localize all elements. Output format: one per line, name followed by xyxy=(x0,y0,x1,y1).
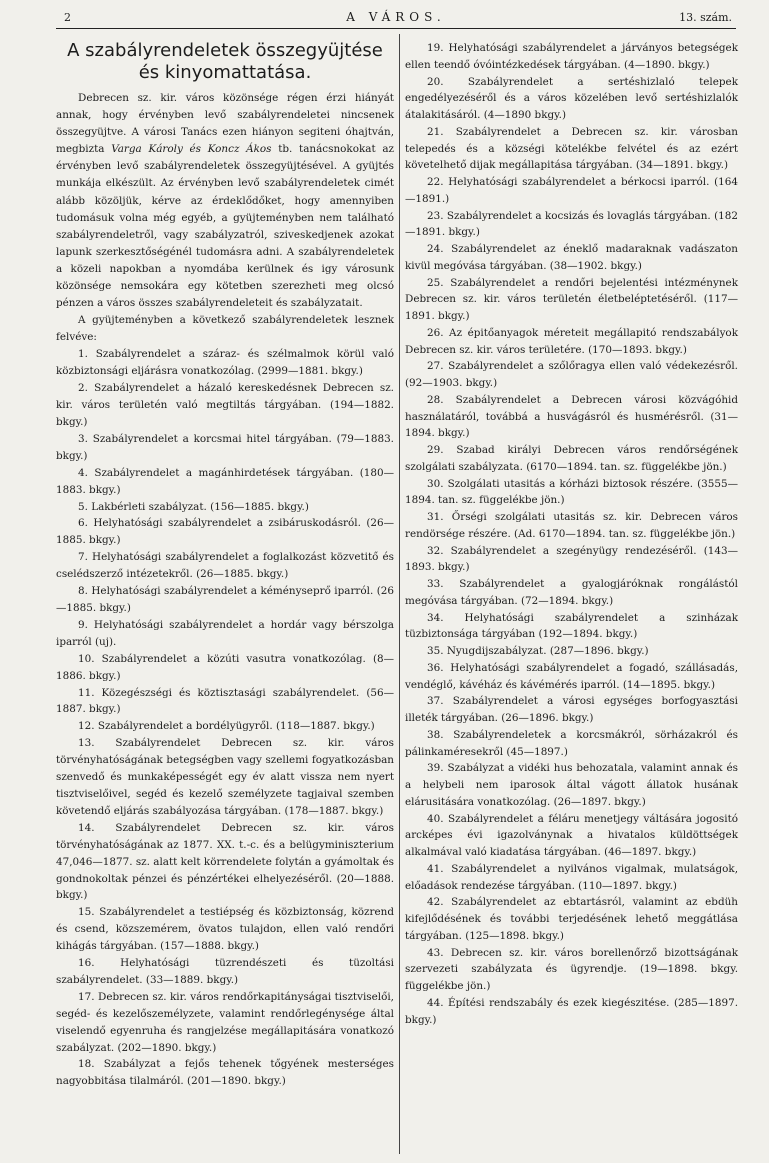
left-column xyxy=(56,40,394,1090)
list-item: 2. Szabályrendelet a házaló kereskedésnek Debrecen sz. kir. város területén való megtiltás tárgyában. (194—1882. bkgy.) xyxy=(56,382,394,429)
list-item: 17. Debrecen sz. kir. város rendőrkapitányságai tisztviselői, segéd- és kezelőszemélyzete, valamint rendőrlegénysége által viselendő egyenruha és rangjelzése megállapitására vonatkozó szabályzat. (202—1890. bkgy.) xyxy=(56,990,394,1054)
list-item: 25. Szabályrendelet a rendőri bejelentési intézménynek Debrecen sz. kir. város területén életbeléptetéséről. (117—1891. bkgy.) xyxy=(405,276,738,322)
list-item: 31. Őrségi szolgálati utasitás sz. kir. Debrecen város rendörsége részére. (Ad. 6170—1894. tan. sz. függelékbe jön.) xyxy=(405,511,738,540)
list-item: 1. Szabályrendelet a száraz- és szélmalmok körül való közbiztonsági eljárásra vonatkozólag. (2999—1881. bkgy.) xyxy=(56,348,394,378)
intro-names: Varga Károly és Koncz Ákos xyxy=(111,143,272,156)
list-item: 24. Szabályrendelet az éneklő madaraknak vadászaton kivül megóvása tárgyában. (38—1902. bkgy.) xyxy=(405,243,738,272)
list-item: 41. Szabályrendelet a nyilvános vigalmak, mulatságok, előadások rendezése tárgyában. (110—1897. bkgy.) xyxy=(405,862,738,892)
list-item: 42. Szabályrendelet az ebtartásról, valamint az ebdüh kifejlődésének és további terjedésének lehető meggátlása tárgyában. (125—1898. bkgy.) xyxy=(405,896,738,942)
list-item: 4. Szabályrendelet a magánhirdetések tárgyában. (180—1883. bkgy.) xyxy=(56,466,394,496)
list-item: 44. Építési rendszabály és ezek kiegészitése. (285—1897. bkgy.) xyxy=(405,996,738,1026)
list-item: 28. Szabályrendelet a Debrecen városi közvágóhid használatáról, továbbá a husvágásról és husmérésről. (31—1894. bkgy.) xyxy=(405,393,738,440)
list-item: 35. Nyugdijszabályzat. (287—1896. bkgy.) xyxy=(427,645,649,657)
article-title: A szabályrendeletek összegyüjtése és kinyomattatása. xyxy=(67,40,383,83)
list-item: 30. Szolgálati utasitás a kórházi biztosok részére. (3555—1894. tan. sz. függelékbe jön.) xyxy=(405,477,738,507)
list-item: 32. Szabályrendelet a szegényügy rendezéséről. (143—1893. bkgy.) xyxy=(405,544,738,574)
list-item: 5. Lakbérleti szabályzat. (156—1885. bkgy.) xyxy=(78,500,309,513)
list-item: 27. Szabályrendelet a szőlőragya ellen való védekezésről. (92—1903. bkgy.) xyxy=(405,360,738,389)
list-item: 19. Helyhatósági szabályrendelet a járványos betegségek ellen teendő óvóintézkedések tárgyában. (4—1890. bkgy.) xyxy=(405,42,738,71)
intro-text-end: tb. tanácsnokokat az érvényben levő szabályrendeletek összegyüjtésével. A gyüjtés munkája elkészült. Az érvényben levő szabályrendeletek cimét alább közöljük, kérve az érdeklődőket, hogy amennyiben tudomásuk volna még egyéb, a gyüjteményben nem található szabályrendeletről, vagy szabályzatról, sziveskedjenek azokat lapunk szerkesztőségénél tudomásra adni. A szabályrendeletek a közeli napokban a nyomdába kerülnek és igy városunk közönsége nemsokára egy kötetben szerezheti meg olcsó pénzen a város összes szabályrendeleteit és szabályzatait. xyxy=(56,143,394,310)
list-item: 16. Helyhatósági tüzrendészeti és tüzoltási szabályrendelet. (33—1889. bkgy.) xyxy=(56,957,394,986)
list-item: 20. Szabályrendelet a sertéshizlaló telepek engedélyezéséről és a város közelében levő sertéshizlalók átalakitásáról. (4—1890 bkgy.) xyxy=(405,75,738,121)
newspaper-title: A VÁROS. xyxy=(346,10,446,24)
list-item: 3. Szabályrendelet a korcsmai hitel tárgyában. (79—1883. bkgy.) xyxy=(56,432,394,462)
list-item: 22. Helyhatósági szabályrendelet a bérkocsi iparról. (164—1891.) xyxy=(405,176,738,205)
list-item: 39. Szabályzat a vidéki hus behozatala, valamint annak és a helybeli nem iparosok által vágott állatok husának elárusitására vonatkozólag. (26—1897. bkgy.) xyxy=(405,762,738,808)
right-column xyxy=(405,40,738,1028)
column-divider xyxy=(399,34,400,1154)
list-item: 21. Szabályrendelet a Debrecen sz. kir. városban telepedés és a községi kötelékbe felvétel és az ezért követelhető dijak megállapitása tárgyában. (34—1891. bkgy.) xyxy=(405,125,738,172)
issue-number: 13. szám. xyxy=(679,11,732,24)
list-item: 8. Helyhatósági szabályrendelet a kéményseprő iparról. (26—1885. bkgy.) xyxy=(56,585,394,614)
list-item: 15. Szabályrendelet a testiépség és közbiztonság, közrend és csend, közszemérem, övatos tulajdon, ellen való rendőri kihágás tárgyában. (157—1888. bkgy.) xyxy=(56,906,394,953)
list-item: 12. Szabályrendelet a bordélyügyről. (118—1887. bkgy.) xyxy=(78,720,375,733)
left-list xyxy=(56,346,394,1090)
list-item: 38. Szabályrendeletek a korcsmákról, sörházakról és pálinkaméresekről (45—1897.) xyxy=(405,728,738,758)
list-intro: A gyüjteményben a következő szabályrendeletek lesznek felvéve: xyxy=(56,314,394,344)
list-item: 43. Debrecen sz. kir. város borellenőrző bizottságának szervezeti szabályzata és ügyrendje. (19—1898. bkgy. függelékbe jön.) xyxy=(405,946,738,992)
list-item: 40. Szabályrendelet a féláru menetjegy váltására jogositó arcképes évi igazolványnak a hivatalos küldöttségek alkalmával való kiadatása tárgyában. (46—1897. bkgy.) xyxy=(405,812,738,858)
list-item: 14. Szabályrendelet Debrecen sz. kir. város törvényhatóságának az 1877. XX. t.-c. és a belügyminiszterium 47,046—1877. sz. alatt kelt körrendelete folytán a gyámoltak és gondnokoltak pénzei és pénzértékei elhelyezéséről. (20—1888. bkgy.) xyxy=(56,821,394,902)
list-item: 6. Helyhatósági szabályrendelet a zsibáruskodásról. (26—1885. bkgy.) xyxy=(56,517,394,547)
list-item: 29. Szabad királyi Debrecen város rendőrségének szolgálati szabályzata. (6170—1894. tan. sz. függelékbe jön.) xyxy=(405,444,738,473)
list-item: 37. Szabályrendelet a városi egységes borfogyasztási illeték tárgyában. (26—1896. bkgy.) xyxy=(405,695,738,724)
list-item: 33. Szabályrendelet a gyalogjáróknak rongálástól megóvása tárgyában. (72—1894. bkgy.) xyxy=(405,578,738,607)
page-header xyxy=(56,8,736,29)
list-item: 11. Közegészségi és köztisztasági szabályrendelet. (56—1887. bkgy.) xyxy=(56,686,394,716)
list-item: 13. Szabályrendelet Debrecen sz. kir. város törvényhatóságának betegségben vagy szellemi fogyatkozásban szenvedő és munkaképességét egy év alatt vissza nem nyert tisztviselőivel, segéd és kezelő személyzete tagjaival szemben követendő eljárás szabályozása tárgyában. (178—1887. bkgy.) xyxy=(56,737,394,817)
list-item: 36. Helyhatósági szabályrendelet a fogadó, szállásadás, vendéglő, kávéház és kávémérés iparról. (14—1895. bkgy.) xyxy=(405,661,738,691)
intro-paragraph xyxy=(56,90,394,312)
list-item: 9. Helyhatósági szabályrendelet a hordár vagy bérszolga iparról (uj). xyxy=(56,618,394,648)
page-number: 2 xyxy=(64,11,71,24)
list-item: 26. Az épitőanyagok méreteit megállapitó rendszabályok Debrecen sz. kir. város területére. (170—1893. bkgy.) xyxy=(405,326,738,356)
list-item: 18. Szabályzat a fejős tehenek tőgyének mesterséges nagyobbitása tilalmáról. (201—1890. bkgy.) xyxy=(56,1058,394,1088)
list-item: 10. Szabályrendelet a közúti vasutra vonatkozólag. (8—1886. bkgy.) xyxy=(56,652,394,682)
intro-text-start: Debrecen sz. kir. város közönsége régen érzi hiányát annak, hogy érvényben levő szabályrendeletei nincsenek összegyüjtve. A városi Tanács ezen hiányon segiteni óhajtván, megbizta xyxy=(56,92,394,156)
list-item: 23. Szabályrendelet a kocsizás és lovaglás tárgyában. (182—1891. bkgy.) xyxy=(405,209,738,239)
list-item: 34. Helyhatósági szabályrendelet a szinházak tüzbiztonsága tárgyában (192—1894. bkgy.) xyxy=(405,611,738,641)
list-item: 7. Helyhatósági szabályrendelet a foglalkozást közvetitő és cselédszerző intézetekről. (26—1885. bkgy.) xyxy=(56,551,394,581)
